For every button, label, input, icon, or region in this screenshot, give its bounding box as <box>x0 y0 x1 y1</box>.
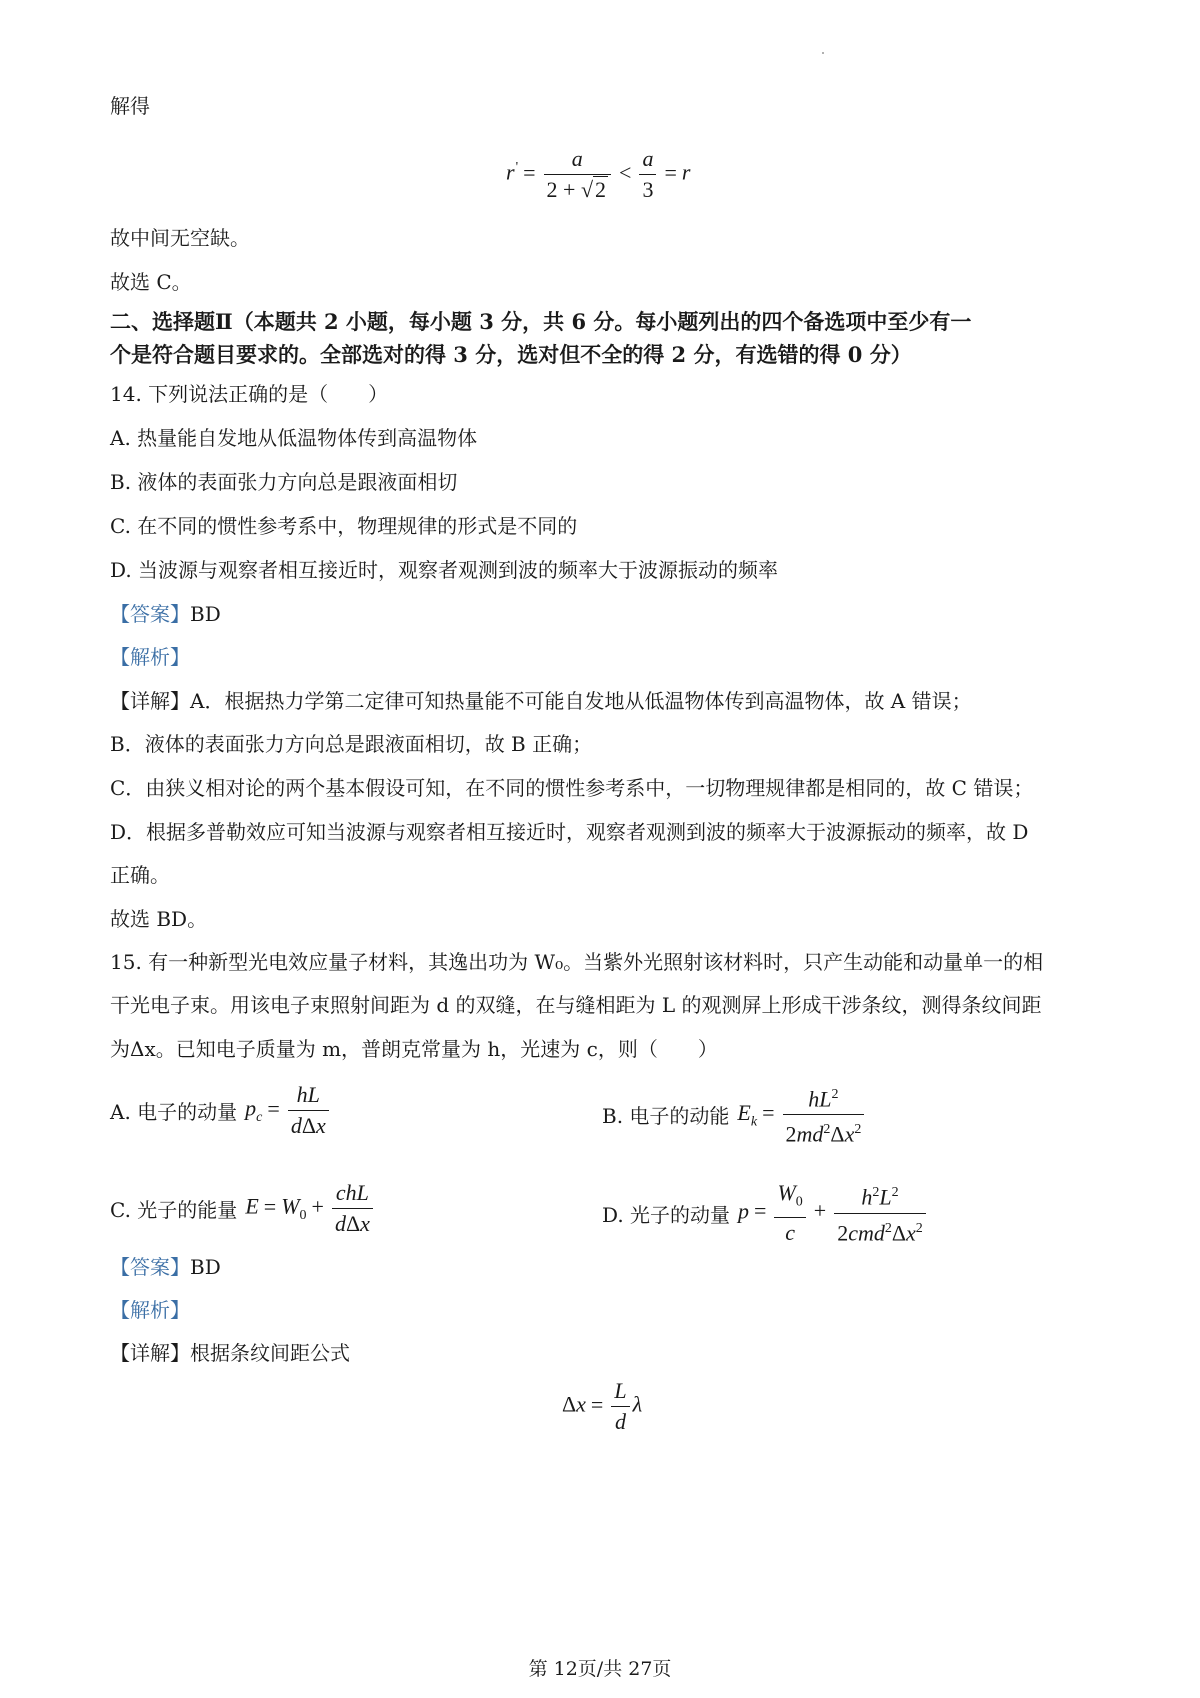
q15-option-a <box>110 1082 332 1139</box>
q14-option-a: A. 热量能自发地从低温物体传到高温物体 <box>110 426 478 450</box>
q14-option-b: B. 液体的表面张力方向总是跟液面相切 <box>110 470 458 494</box>
q14-detail-a: 【详解】A．根据热力学第二定律可知热量能不可能自发地从低温物体传到高温物体，故 A 错误； <box>110 689 972 713</box>
q15-option-d <box>602 1180 929 1246</box>
q14-detail-c: C．由狭义相对论的两个基本假设可知，在不同的惯性参考系中，一切物理规律都是相同的，故 C 错误； <box>110 776 1034 800</box>
q14-analysis-label <box>110 643 1100 671</box>
q15-answer-value: BD <box>190 1255 221 1279</box>
section-heading-line1: 二、选择题Ⅱ（本题共 2 小题，每小题 3 分，共 6 分。每小题列出的四个备选项中至少有一 <box>110 309 972 334</box>
q15-option-d-formula: p = $\frac{W_0}{c}$ + $\frac{h^2L^2}{2cmd^2\Delta x^2}$ <box>738 1180 929 1246</box>
q14-detail-b: B．液体的表面张力方向总是跟液面相切，故 B 正确； <box>110 732 593 756</box>
q14-stem: 14. 下列说法正确的是（ ） <box>110 382 389 406</box>
no-gap-text: 故中间无空缺。 <box>110 226 250 250</box>
q15-option-b-formula: $E_k$ = $\frac{hL^2}{2md^2\Delta x^2}$ <box>737 1082 867 1148</box>
q15-analysis <box>110 1296 1100 1324</box>
q14-option-c: C. 在不同的惯性参考系中，物理规律的形式是不同的 <box>110 514 578 538</box>
q15-option-c-label: C. 光子的能量 <box>110 1198 238 1222</box>
q15-option-b <box>602 1082 867 1148</box>
q15-detail-intro: 【详解】根据条纹间距公式 <box>110 1341 350 1365</box>
q15-option-a-formula: $p_c$ = $\frac{hL}{\text{dΔx}}$ <box>245 1082 332 1139</box>
q15-stem-line2: 干光电子束。用该电子束照射间距为 d 的双缝，在与缝相距为 L 的观测屏上形成干涉条纹，测得条纹间距 <box>110 993 1042 1017</box>
analysis-label: 【解析】 <box>110 645 190 669</box>
q15-option-d-label: D. 光子的动量 <box>602 1202 731 1227</box>
q15-option-a-label: A. 电子的动量 <box>110 1100 238 1124</box>
answer-value: BD <box>190 602 221 626</box>
formula-fringe-spacing: Δx = $\frac{L}{d}$ λ <box>562 1378 643 1434</box>
q15-stem-line1: 15. 有一种新型光电效应量子材料，其逸出功为 W₀。当紫外光照射该材料时，只产生动能和动量单一的相 <box>110 950 1044 974</box>
q15-analysis-label: 【解析】 <box>110 1298 190 1322</box>
q14-option-d: D. 当波源与观察者相互接近时，观察者观测到波的频率大于波源振动的频率 <box>110 558 779 582</box>
q14-detail-d: D．根据多普勒效应可知当波源与观察者相互接近时，观察者观测到波的频率大于波源振动的频率，故 D <box>110 820 1029 844</box>
q15-option-b-label: B. 电子的动能 <box>602 1104 730 1129</box>
page-footer: 第 12页/共 27页 <box>528 1658 672 1680</box>
formula-r-prime: r' = $\frac{a}{2 + √2}$ < $\frac{a}{3}$ = r <box>506 146 691 202</box>
q15-answer <box>110 1253 1100 1281</box>
q14-conclusion: 故选 BD。 <box>110 907 208 931</box>
q15-option-c <box>110 1180 376 1237</box>
q14-detail-d-cont: 正确。 <box>110 863 170 887</box>
corner-mark <box>822 52 824 54</box>
q14-answer <box>110 600 1100 628</box>
answer-label: 【答案】 <box>110 602 190 626</box>
q15-stem-line3: 为Δx。已知电子质量为 m，普朗克常量为 h，光速为 c，则（ ） <box>110 1037 718 1061</box>
q15-answer-label: 【答案】 <box>110 1255 190 1279</box>
q15-option-c-formula: $E = W_0$ + $\frac{\text{chL}}{\text{dΔx}}$ <box>245 1180 376 1237</box>
choice-prev-text: 故选 C。 <box>110 270 192 294</box>
section-heading-line2: 个是符合题目要求的。全部选对的得 3 分，选对但不全的得 2 分，有选错的得 0 分） <box>110 342 912 367</box>
solve-text: 解得 <box>110 94 150 118</box>
